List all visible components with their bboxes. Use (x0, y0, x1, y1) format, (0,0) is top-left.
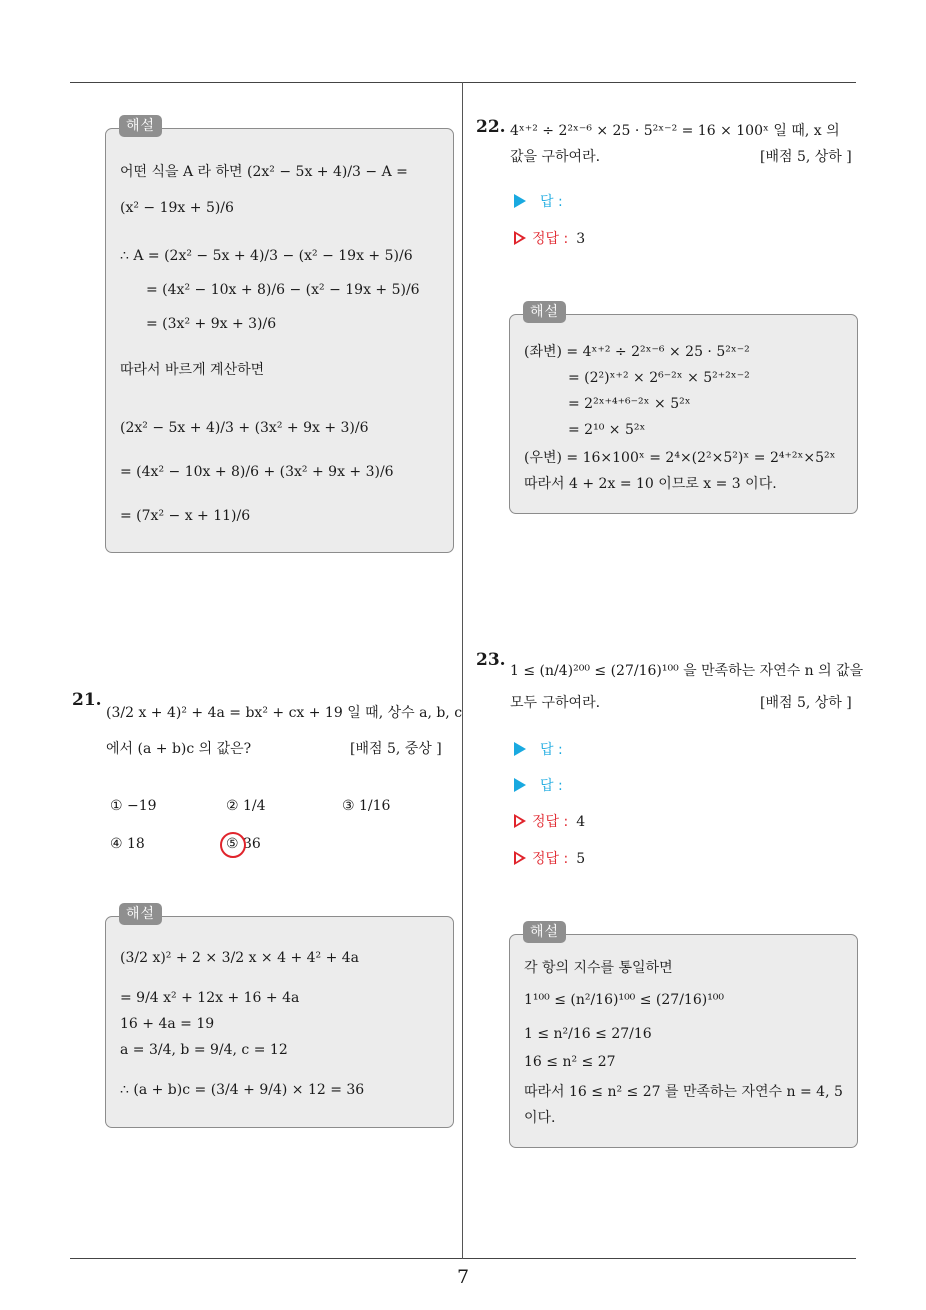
question-number-23: 23. (476, 650, 506, 670)
question-22-line1: 4ˣ⁺² ÷ 2²ˣ⁻⁶ × 25 · 5²ˣ⁻² = 16 × 100ˣ 일 때, x 의 (510, 123, 840, 139)
correct-arrow-icon (514, 814, 526, 828)
question-number-22: 22. (476, 117, 506, 137)
solution-line: a = 3/4, b = 9/4, c = 12 (120, 1042, 288, 1058)
answer-arrow-icon (514, 742, 526, 756)
solution-line: = (7x² − x + 11)/6 (120, 508, 251, 524)
solution-line: (3/2 x)² + 2 × 3/2 x × 4 + 4² + 4a (120, 950, 360, 966)
answer-arrow-icon (514, 778, 526, 792)
solution-tag: 해설 (119, 903, 162, 925)
answer-input-23a[interactable]: 답 : (514, 739, 563, 759)
question-21-line2: 에서 (a + b)c 의 값은? (106, 741, 252, 757)
solution-box-21 (105, 906, 454, 1128)
solution-box-23 (509, 924, 858, 1148)
choice-4[interactable]: ④ 18 (110, 836, 145, 852)
solution-line: (2x² − 5x + 4)/3 + (3x² + 9x + 3)/6 (120, 420, 369, 436)
solution-line: ∴ (a + b)c = (3/4 + 9/4) × 12 = 36 (120, 1082, 365, 1098)
question-22-line2: 값을 구하여라. (510, 149, 601, 165)
solution-line: 이다. (524, 1110, 556, 1126)
question-23-line1: 1 ≤ (n/4)²⁰⁰ ≤ (27/16)¹⁰⁰ 을 만족하는 자연수 n 의 값을 (510, 663, 864, 679)
selected-answer-circle (220, 832, 246, 858)
choice-2[interactable]: ② 1/4 (226, 798, 266, 814)
solution-line: = 2¹⁰ × 5²ˣ (568, 422, 646, 438)
solution-line: = (4x² − 10x + 8)/6 − (x² − 19x + 5)/6 (146, 282, 420, 298)
top-rule (70, 82, 856, 83)
solution-line: 어떤 식을 A 라 하면 (2x² − 5x + 4)/3 − A = (120, 164, 408, 180)
choice-5[interactable]: ⑤ 36 (226, 836, 261, 852)
column-divider (462, 82, 463, 1259)
question-21-points: [배점 5, 중상 ] (350, 741, 442, 757)
choice-1[interactable]: ① −19 (110, 798, 157, 814)
solution-line: 16 ≤ n² ≤ 27 (524, 1054, 616, 1070)
correct-answer-23b: 정답 : 5 (514, 848, 585, 868)
solution-line: = (2²)ˣ⁺² × 2⁶⁻²ˣ × 5²⁺²ˣ⁻² (568, 370, 750, 386)
solution-tag: 해설 (523, 301, 566, 323)
solution-line: 1¹⁰⁰ ≤ (n²/16)¹⁰⁰ ≤ (27/16)¹⁰⁰ (524, 992, 725, 1008)
question-21-line1: (3/2 x + 4)² + 4a = bx² + cx + 19 일 때, 상수 a, b, c (106, 705, 463, 721)
correct-answer-23a: 정답 : 4 (514, 811, 585, 831)
bottom-rule (70, 1258, 856, 1259)
correct-answer-22: 정답 : 3 (514, 228, 585, 248)
question-number-21: 21. (72, 690, 102, 710)
answer-arrow-icon (514, 194, 526, 208)
solution-line: = 2²ˣ⁺⁴⁺⁶⁻²ˣ × 5²ˣ (568, 396, 691, 412)
question-22-points: [배점 5, 상하 ] (760, 149, 852, 165)
solution-tag: 해설 (523, 921, 566, 943)
solution-line: = (4x² − 10x + 8)/6 + (3x² + 9x + 3)/6 (120, 464, 394, 480)
solution-box-20 (105, 118, 454, 553)
solution-line: (x² − 19x + 5)/6 (120, 200, 234, 216)
correct-arrow-icon (514, 851, 526, 865)
solution-line: (좌변) = 4ˣ⁺² ÷ 2²ˣ⁻⁶ × 25 · 5²ˣ⁻² (524, 344, 750, 360)
question-23-points: [배점 5, 상하 ] (760, 695, 852, 711)
solution-line: = (3x² + 9x + 3)/6 (146, 316, 277, 332)
question-23-line2: 모두 구하여라. (510, 695, 601, 711)
solution-line: 따라서 4 + 2x = 10 이므로 x = 3 이다. (524, 476, 777, 492)
answer-input-23b[interactable]: 답 : (514, 775, 563, 795)
solution-line: ∴ A = (2x² − 5x + 4)/3 − (x² − 19x + 5)/6 (120, 248, 413, 264)
solution-line: 16 + 4a = 19 (120, 1016, 215, 1032)
page-number: 7 (456, 1266, 470, 1288)
solution-box-22 (509, 304, 858, 514)
solution-line: 1 ≤ n²/16 ≤ 27/16 (524, 1026, 652, 1042)
solution-line: 각 항의 지수를 통일하면 (524, 960, 673, 976)
solution-tag: 해설 (119, 115, 162, 137)
correct-arrow-icon (514, 231, 526, 245)
answer-input-22[interactable]: 답 : (514, 191, 563, 211)
solution-line: 따라서 16 ≤ n² ≤ 27 를 만족하는 자연수 n = 4, 5 (524, 1084, 843, 1100)
choice-3[interactable]: ③ 1/16 (342, 798, 391, 814)
solution-line: = 9/4 x² + 12x + 16 + 4a (120, 990, 300, 1006)
solution-line: (우변) = 16×100ˣ = 2⁴×(2²×5²)ˣ = 2⁴⁺²ˣ×5²ˣ (524, 450, 836, 466)
solution-line: 따라서 바르게 계산하면 (120, 362, 265, 378)
